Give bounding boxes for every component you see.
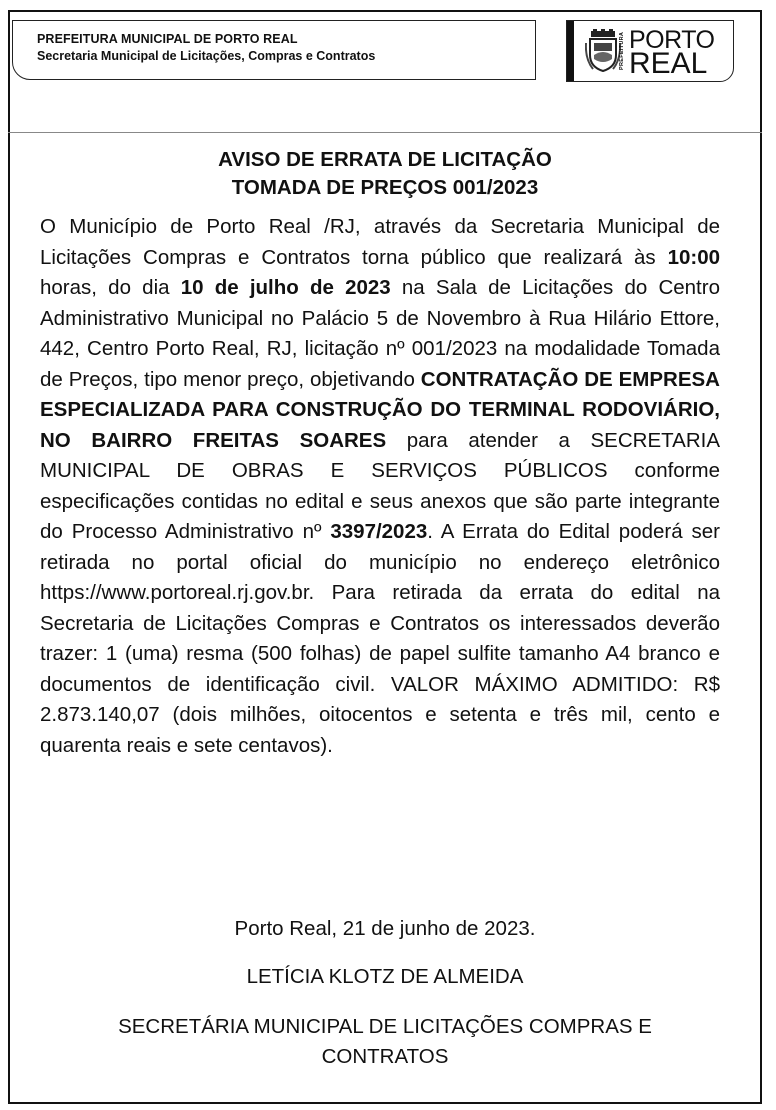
header-secretaria: Secretaria Municipal de Licitações, Compras e Contratos: [37, 49, 376, 63]
title-line2: TOMADA DE PREÇOS 001/2023: [231, 176, 539, 199]
signer-name: LETÍCIA KLOTZ DE ALMEIDA: [246, 965, 524, 988]
body-date: 10 de julho de 2023: [180, 276, 391, 299]
body-part2: horas, do dia: [40, 276, 181, 299]
notice-body: [40, 212, 720, 761]
coat-of-arms-icon: [585, 29, 621, 73]
logo-bar: [567, 21, 574, 81]
body-time: 10:00: [667, 245, 720, 269]
place-date: Porto Real, 21 de junho de 2023.: [234, 917, 536, 940]
logo-real: REAL: [629, 47, 708, 80]
header-prefeitura: PREFEITURA MUNICIPAL DE PORTO REAL: [37, 32, 298, 46]
body-process: 3397/2023: [330, 520, 428, 543]
header-divider: [8, 132, 762, 133]
title-line1: AVISO DE ERRATA DE LICITAÇÃO: [218, 148, 552, 171]
logo-porto: PORTO: [629, 26, 715, 54]
body-part3: na Sala de Licitações do Centro Administrativo Municipal no Palácio 5 de Novembro à Rua Hilário Ettore, 442, Centro Porto Real, RJ, licitação nº 001/2023 na modalidade Tomada de Preços, tipo menor preço, objetivando: [40, 276, 720, 391]
body-part5: . A Errata do Edital poderá ser retirada no portal oficial do município no endereço eletrônico https://www.portoreal.rj.gov.br. Para retirada da errata do edital na Secretaria de Licitações Compras e Contratos os interessados deverão trazer: 1 (uma) resma (500 folhas) de papel sulfite tamanho A4 branco e documentos de identificação civil. VALOR MÁXIMO ADMITIDO: R$ 2.873.140,07 (dois milhões, oitocentos e setenta e três mil, cento e quarenta reais e sete centavos).: [40, 520, 720, 757]
logo-side-text: PREFEITURA: [619, 31, 625, 71]
signer-role: SECRETÁRIA MUNICIPAL DE LICITAÇÕES COMPRAS E CONTRATOS: [118, 1015, 652, 1068]
header-box: [12, 20, 536, 80]
porto-real-logo: [566, 20, 734, 82]
notice-title: [20, 146, 750, 202]
body-part1: O Município de Porto Real /RJ, através da Secretaria Municipal de Licitações Compras e Contratos torna público que realizará às: [40, 215, 720, 269]
body-object: CONTRATAÇÃO DE EMPRESA ESPECIALIZADA PARA CONSTRUÇÃO DO TERMINAL RODOVIÁRIO, NO BAIRRO FREITAS SOARES: [40, 367, 720, 452]
body-part4: para atender a SECRETARIA MUNICIPAL DE OBRAS E SERVIÇOS PÚBLICOS conforme especificações contidas no edital e seus anexos que são parte integrante do Processo Administrativo nº: [40, 428, 720, 543]
